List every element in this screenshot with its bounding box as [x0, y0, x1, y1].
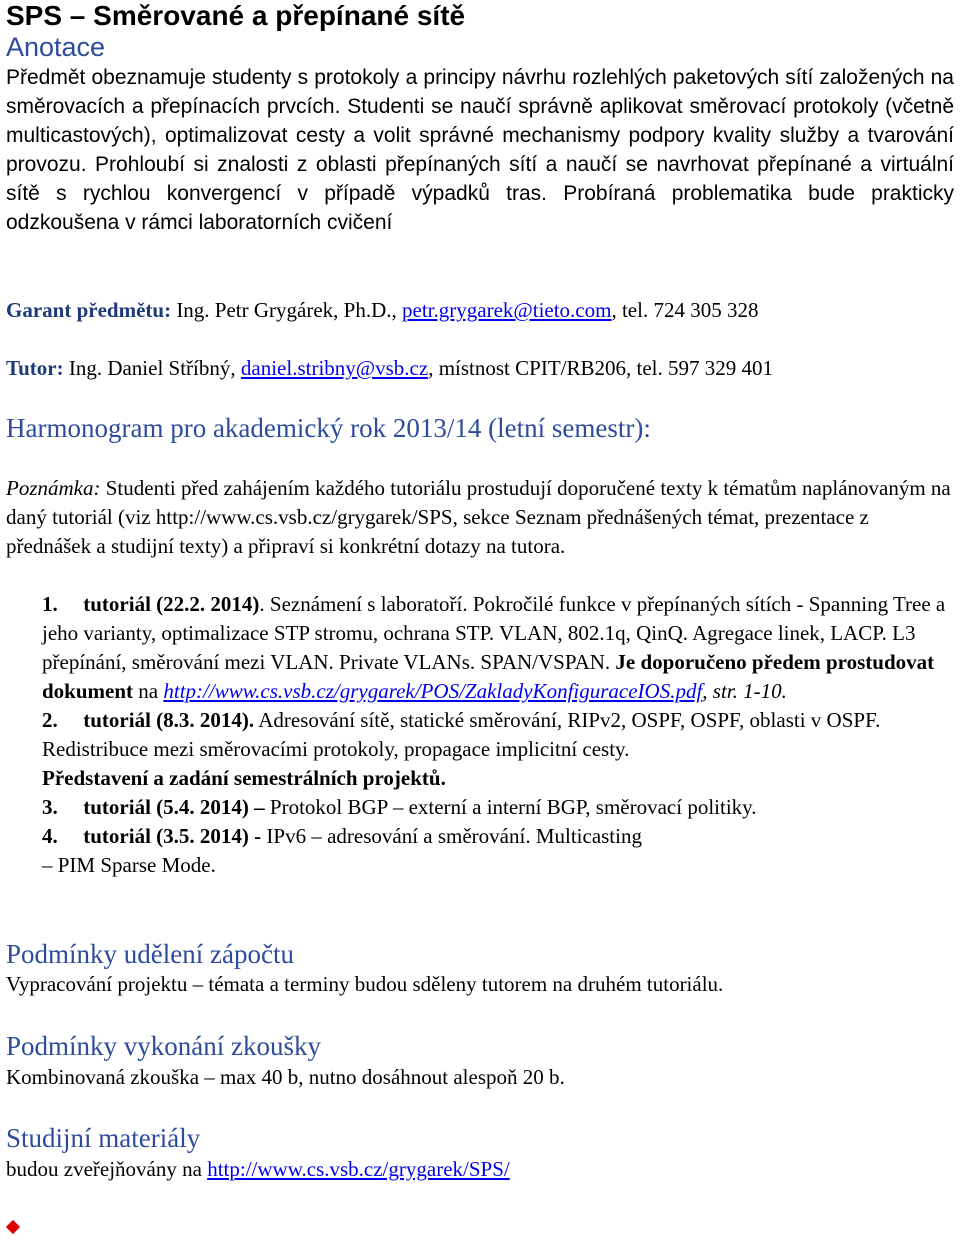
config-guide-link[interactable]: http://www.cs.vsb.cz/grygarek/POS/ZakladyKonfiguraceIOS.pdf	[163, 679, 703, 703]
item-number: 1.	[42, 592, 58, 616]
item-number: 2.	[42, 708, 58, 732]
schedule-item-4	[6, 822, 956, 880]
tutor-rest: , místnost CPIT/RB206, tel. 597 329 401	[428, 356, 773, 380]
materials-heading: Studijní materiály	[6, 1123, 201, 1153]
item-after: na	[133, 679, 164, 703]
schedule-item-2	[6, 706, 956, 793]
item-text: Protokol BGP – externí a interní BGP, směrovací politiky.	[264, 795, 757, 819]
tutor-name: Ing. Daniel Stříbný,	[63, 356, 241, 380]
item-bold: Je doporučeno předem prostudovat dokument	[42, 650, 935, 703]
garant-name: Ing. Petr Grygárek, Ph.D.,	[171, 298, 403, 322]
item-head: tutoriál (8.3. 2014).	[78, 708, 255, 732]
garant-line	[6, 296, 758, 324]
note-label: Poznámka:	[6, 476, 101, 500]
credit-heading: Podmínky udělení zápočtu	[6, 939, 294, 969]
item-number: 4.	[42, 824, 58, 848]
item-number: 3.	[42, 795, 58, 819]
item-text: Adresování sítě, statické směrování, RIPv2, OSPF, OSPF, oblasti v OSPF. Redistribuce mezi směrovacími protokoly, propagace implicitní cesty.	[42, 708, 881, 761]
tutor-email-link[interactable]: daniel.stribny@vsb.cz	[240, 356, 429, 380]
schedule-item-1	[6, 590, 956, 706]
annotation-heading: Anotace	[6, 32, 106, 62]
page-title: SPS – Směrované a přepínané sítě	[6, 0, 466, 31]
credit-text: Vypracování projektu – témata a terminy budou sděleny tutorem na druhém tutoriálu.	[6, 972, 724, 996]
harmonogram-heading: Harmonogram pro akademický rok 2013/14 (letní semestr):	[6, 413, 651, 443]
item-text: . Seznámení s laboratoří. Pokročilé funkce v přepínaných sítích - Spanning Tree a jeho varianty, optimalizace STP stromu, ochrana STP. VLAN, 802.1q, QinQ. Agregace linek, LACP. L3 přepínání, směrování mezi VLAN. Private VLANs. SPAN/VSPAN.	[42, 592, 946, 674]
materials-text: budou zveřejňovány na	[6, 1157, 208, 1181]
item-head: tutoriál (3.5. 2014) -	[78, 824, 262, 848]
exam-heading: Podmínky vykonání zkoušky	[6, 1031, 321, 1061]
exam-text: Kombinovaná zkouška – max 40 b, nutno dosáhnout alespoň 20 b.	[6, 1065, 565, 1089]
tutor-label: Tutor:	[6, 356, 64, 380]
item-head: tutoriál (22.2. 2014)	[78, 592, 260, 616]
garant-email-link[interactable]: petr.grygarek@tieto.com	[402, 298, 612, 322]
item-pages: , str. 1-10.	[702, 679, 787, 703]
tutor-line	[6, 354, 773, 382]
note-text: Studenti před zahájením každého tutoriálu prostudují doporučené texty k tématům naplánovaným na daný tutoriál (viz http://www.cs.vsb.cz/grygarek/SPS, sekce Seznam přednášených témat, prezentace z přednášek a studijní texty) a připraví si konkrétní dotazy na tutora.	[6, 476, 951, 558]
garant-phone: , tel. 724 305 328	[611, 298, 759, 322]
garant-label: Garant předmětu:	[6, 298, 172, 322]
item-text: IPv6 – adresování a směrování. Multicasting – PIM Sparse Mode.	[42, 824, 642, 877]
materials-line	[6, 1155, 956, 1183]
schedule-item-3	[6, 793, 956, 822]
item-head: tutoriál (5.4. 2014) –	[78, 795, 265, 819]
annotation-text: Předmět obeznamuje studenty s protokoly a principy návrhu rozlehlých paketových sítí založených na směrovacích a přepínacích prvcích. Studenti se naučí správně aplikovat směrovací protokoly (včetně multicastových), optimalizovat cesty a volit správné mechanismy podpory kvality služby a tvarování provozu. Prohloubí si znalosti z oblasti přepínaných sítí a naučí se navrhovat přepínané a virtuální sítě s rychlou konvergencí v případě výpadků tras. Probíraná problematika bude prakticky odzkoušena v rámci laboratorních cvičení	[6, 66, 954, 234]
harmonogram-note	[6, 474, 956, 561]
bullet-diamond-icon	[6, 1220, 20, 1234]
materials-link[interactable]: http://www.cs.vsb.cz/grygarek/SPS/	[207, 1157, 510, 1181]
tutorial-schedule	[6, 590, 956, 880]
item-bold: Představení a zadání semestrálních projektů.	[42, 766, 446, 790]
